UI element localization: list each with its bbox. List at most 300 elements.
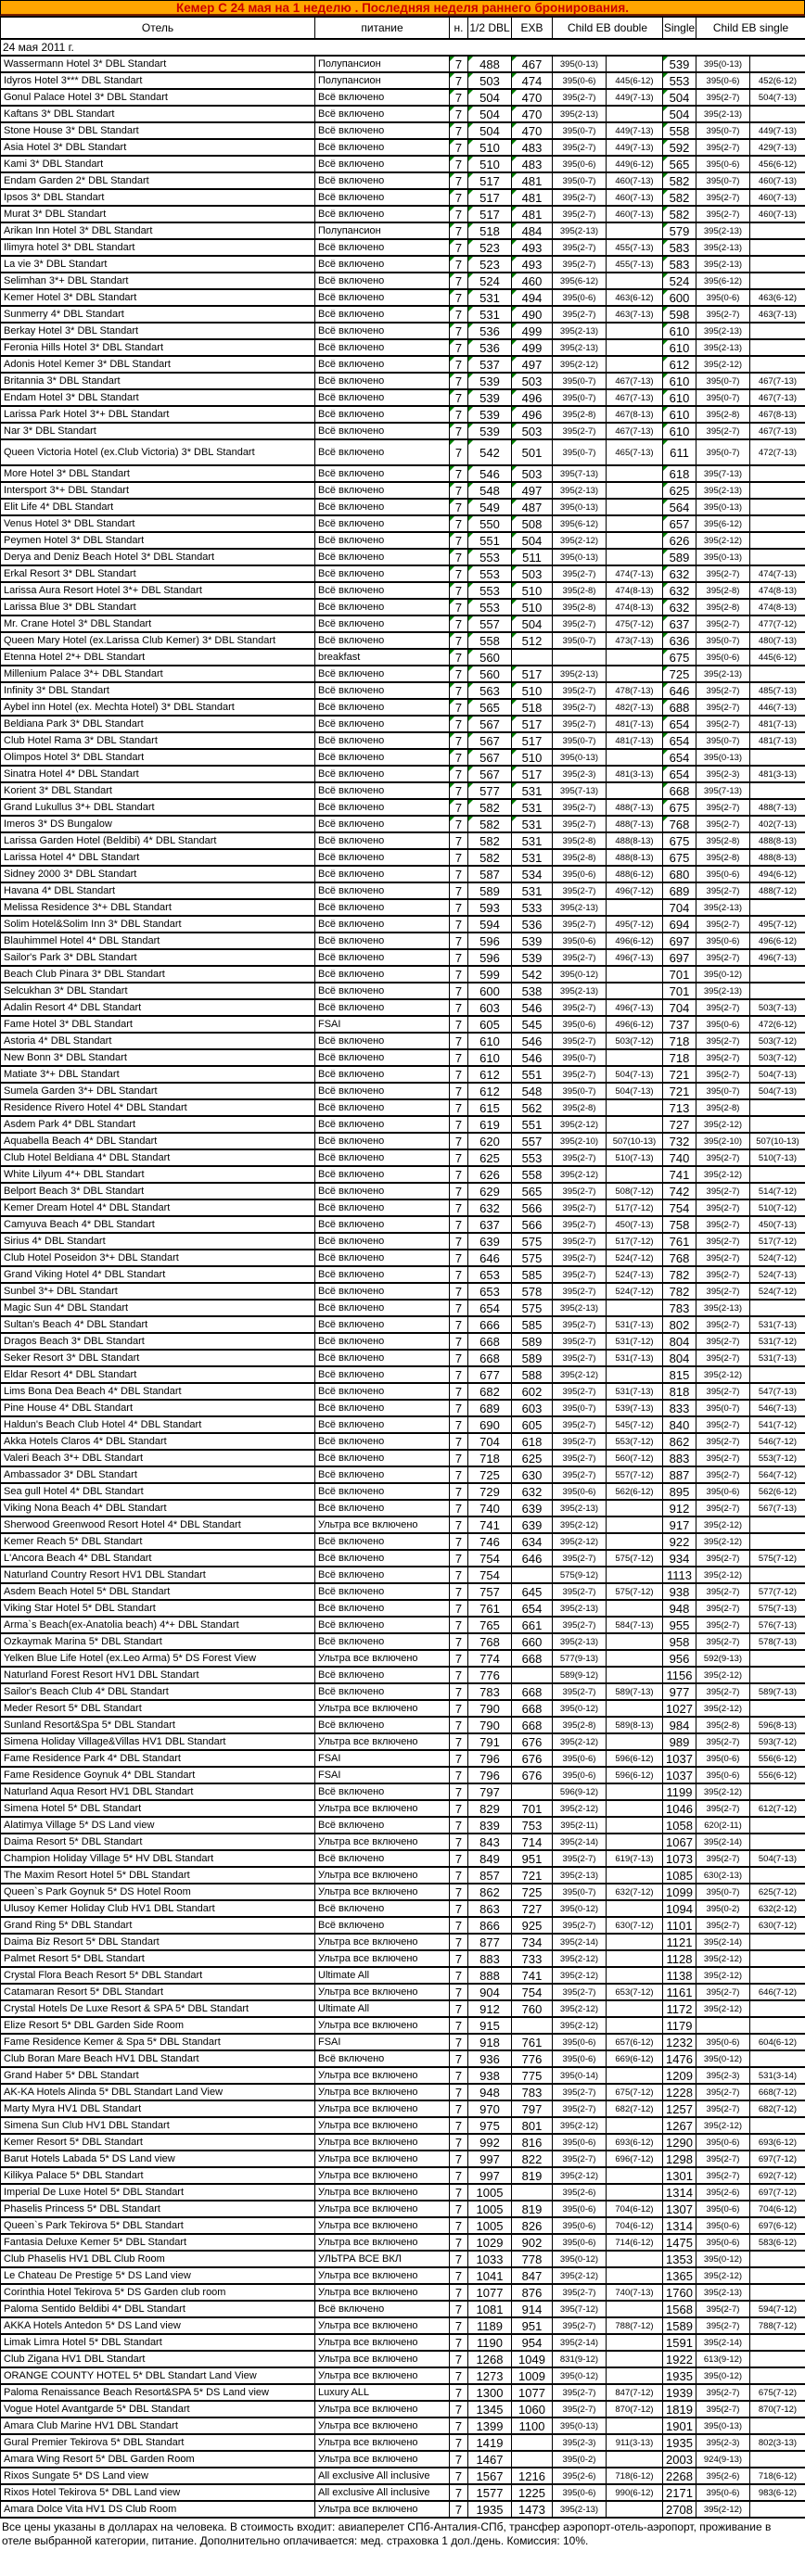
price-half-dbl: 610 (468, 1033, 512, 1049)
price-half-dbl: 849 (468, 1850, 512, 1867)
table-row (1, 1433, 805, 1450)
hotel-name: New Bonn 3* DBL Standart (1, 1049, 315, 1066)
meal-plan: Всё включено (315, 273, 450, 289)
nights: 7 (450, 666, 468, 682)
price-half-dbl: 936 (468, 2050, 512, 2067)
price-exb: 517 (512, 766, 553, 782)
price-single: 917 (663, 1516, 696, 1533)
meal-plan: Всё включено (315, 832, 450, 849)
child-eb-single-late (750, 1667, 805, 1683)
hotel-name: Aybel inn Hotel (ex. Mechta Hotel) 3* DBL Standart (1, 699, 315, 716)
meal-plan: Всё включено (315, 933, 450, 949)
child-eb-double-early: 395(2-6) (553, 2468, 607, 2484)
meal-plan: Всё включено (315, 1033, 450, 1049)
table-row (1, 1300, 805, 1316)
cell-comment-marker-icon (468, 440, 473, 445)
meal-plan: Всё включено (315, 1116, 450, 1133)
child-eb-double-late: 463(6-12) (607, 289, 663, 306)
price-exb: 1473 (512, 2501, 553, 2518)
price-exb: 546 (512, 1033, 553, 1049)
price-half-dbl: 625 (468, 1149, 512, 1166)
child-eb-single-early: 395(2-7) (696, 699, 750, 716)
child-eb-single-late: 625(7-12) (750, 1884, 805, 1900)
price-half-dbl: 549 (468, 499, 512, 515)
child-eb-single-early: 395(2-7) (696, 1233, 750, 1250)
table-row (1, 1116, 805, 1133)
hotel-name: Queen`s Park Goynuk 5* DS Hotel Room (1, 1884, 315, 1900)
meal-plan: Всё включено (315, 849, 450, 866)
price-exb (512, 2017, 553, 2034)
price-single: 654 (663, 732, 696, 749)
price-exb: 603 (512, 1400, 553, 1416)
price-exb: 741 (512, 1967, 553, 1984)
child-eb-double-late: 496(7-13) (607, 999, 663, 1016)
child-eb-double-late (607, 2351, 663, 2367)
price-half-dbl: 577 (468, 782, 512, 799)
hotel-name: Limak Limra Hotel 5* DBL Standart (1, 2334, 315, 2351)
hotel-name: Amara Wing Resort 5* DBL Garden Room (1, 2451, 315, 2468)
child-eb-double-early: 395(2-7) (553, 1199, 607, 1216)
child-eb-single-early: 395(6-12) (696, 515, 750, 532)
cell-comment-marker-icon (468, 550, 473, 554)
price-half-dbl: 863 (468, 1900, 512, 1917)
table-row (1, 1567, 805, 1583)
child-eb-single-early: 395(0-7) (696, 172, 750, 189)
price-single: 1027 (663, 1700, 696, 1717)
cell-comment-marker-icon (663, 533, 668, 538)
child-eb-single-late: 524(7-13) (750, 1266, 805, 1283)
hotel-name: Nar 3* DBL Standart (1, 423, 315, 439)
meal-plan: Всё включено (315, 189, 450, 206)
price-half-dbl: 654 (468, 1300, 512, 1316)
child-eb-single-early: 395(2-7) (696, 2384, 750, 2401)
child-eb-single-late: 697(7-12) (750, 2184, 805, 2201)
child-eb-double-late: 467(8-13) (607, 406, 663, 423)
price-single: 583 (663, 256, 696, 273)
cell-comment-marker-icon (450, 223, 454, 228)
child-eb-double-late: 467(7-13) (607, 423, 663, 439)
child-eb-single-early: 395(2-8) (696, 849, 750, 866)
child-eb-double-late: 657(6-12) (607, 2034, 663, 2050)
child-eb-single-early: 395(0-6) (696, 1767, 750, 1783)
meal-plan: Ультра все включено (315, 2184, 450, 2201)
table-row (1, 1183, 805, 1199)
child-eb-double-early: 395(2-7) (553, 716, 607, 732)
table-row (1, 439, 805, 465)
price-exb: 754 (512, 1984, 553, 2000)
table-row (1, 289, 805, 306)
price-single: 1298 (663, 2151, 696, 2167)
child-eb-double-early: 395(2-12) (553, 356, 607, 373)
price-half-dbl: 790 (468, 1717, 512, 1733)
price-half-dbl: 488 (468, 56, 512, 72)
nights: 7 (450, 1416, 468, 1433)
hotel-name: Adonis Hotel Kemer 3* DBL Standart (1, 356, 315, 373)
cell-comment-marker-icon (663, 324, 668, 328)
nights: 7 (450, 172, 468, 189)
table-row (1, 1533, 805, 1550)
meal-plan: Всё включено (315, 682, 450, 699)
child-eb-double-early: 395(2-7) (553, 1416, 607, 1433)
cell-comment-marker-icon (450, 800, 454, 805)
price-single: 610 (663, 323, 696, 339)
child-eb-single-early: 395(2-8) (696, 1099, 750, 1116)
price-half-dbl: 539 (468, 406, 512, 423)
price-exb: 589 (512, 1333, 553, 1350)
price-half-dbl: 689 (468, 1400, 512, 1416)
price-half-dbl: 668 (468, 1333, 512, 1350)
table-row (1, 2301, 805, 2317)
meal-plan: Ультра все включено (315, 2201, 450, 2217)
child-eb-double-late (607, 2501, 663, 2518)
price-half-dbl: 531 (468, 289, 512, 306)
child-eb-single-early: 395(2-8) (696, 582, 750, 599)
child-eb-double-late (607, 1500, 663, 1516)
price-half-dbl: 1189 (468, 2317, 512, 2334)
meal-plan: Ультра все включено (315, 2117, 450, 2134)
table-row (1, 532, 805, 549)
child-eb-single-late: 802(3-13) (750, 2434, 805, 2451)
price-single: 1301 (663, 2167, 696, 2184)
child-eb-double-early: 395(2-7) (553, 2384, 607, 2401)
child-eb-single-early: 395(2-12) (696, 2267, 750, 2284)
table-row (1, 2017, 805, 2034)
cell-comment-marker-icon (663, 600, 668, 604)
cell-comment-marker-icon (450, 257, 454, 261)
child-eb-double-late (607, 222, 663, 239)
child-eb-double-late (607, 1166, 663, 1183)
child-eb-single-early: 395(0-13) (696, 2417, 750, 2434)
cell-comment-marker-icon (450, 500, 454, 504)
meal-plan: Всё включено (315, 1567, 450, 1583)
table-row (1, 2100, 805, 2117)
meal-plan: Всё включено (315, 373, 450, 389)
price-half-dbl: 796 (468, 1767, 512, 1783)
price-half-dbl: 596 (468, 933, 512, 949)
cell-comment-marker-icon (468, 190, 473, 195)
meal-plan: Всё включено (315, 1283, 450, 1300)
child-eb-double-late: 740(7-13) (607, 2284, 663, 2301)
price-exb: 1060 (512, 2401, 553, 2417)
price-single: 610 (663, 406, 696, 423)
price-single: 1073 (663, 1850, 696, 1867)
child-eb-single-early: 395(2-7) (696, 1316, 750, 1333)
hotel-name: Selcukhan 3* DBL Standart (1, 983, 315, 999)
nights: 7 (450, 966, 468, 983)
child-eb-single-early: 395(0-7) (696, 1400, 750, 1416)
meal-plan: Всё включено (315, 1350, 450, 1366)
price-exb: 531 (512, 832, 553, 849)
price-half-dbl: 504 (468, 89, 512, 106)
child-eb-single-late: 583(6-12) (750, 2234, 805, 2251)
meal-plan: Всё включено (315, 1500, 450, 1516)
price-half-dbl: 596 (468, 949, 512, 966)
cell-comment-marker-icon (450, 650, 454, 654)
price-exb: 1100 (512, 2417, 553, 2434)
child-eb-double-late (607, 666, 663, 682)
cell-comment-marker-icon (468, 783, 473, 788)
child-eb-double-early: 395(2-12) (553, 2000, 607, 2017)
child-eb-single-early: 395(0-7) (696, 122, 750, 139)
price-single: 565 (663, 156, 696, 172)
price-single: 689 (663, 882, 696, 899)
child-eb-double-late: 474(7-13) (607, 565, 663, 582)
meal-plan: Ультра все включено (315, 2317, 450, 2334)
price-single: 610 (663, 389, 696, 406)
child-eb-single-early: 620(2-11) (696, 1817, 750, 1834)
hotel-name: Kilikya Palace 5* DBL Standart (1, 2167, 315, 2184)
table-row (1, 323, 805, 339)
price-single: 1819 (663, 2401, 696, 2417)
price-exb: 467 (512, 56, 553, 72)
child-eb-double-late (607, 1967, 663, 1984)
child-eb-double-early: 395(2-7) (553, 682, 607, 699)
cell-comment-marker-icon (512, 750, 517, 755)
nights: 7 (450, 849, 468, 866)
child-eb-single-late (750, 339, 805, 356)
cell-comment-marker-icon (663, 140, 668, 145)
child-eb-double-late: 704(6-12) (607, 2217, 663, 2234)
child-eb-single-early: 395(2-6) (696, 2468, 750, 2484)
price-single: 1099 (663, 1884, 696, 1900)
cell-comment-marker-icon (450, 57, 454, 61)
child-eb-double-early: 395(2-13) (553, 666, 607, 682)
price-exb: 517 (512, 666, 553, 682)
nights: 7 (450, 1817, 468, 1834)
hotel-name: Amara Dolce Vita HV1 DS Club Room (1, 2501, 315, 2518)
hotel-name: Grand Ring 5* DBL Standart (1, 1917, 315, 1934)
child-eb-single-early: 395(0-13) (696, 549, 750, 565)
hotel-name: Palmet Resort 5* DBL Standart (1, 1950, 315, 1967)
child-eb-single-late: 467(7-13) (750, 389, 805, 406)
child-eb-single-late: 697(6-12) (750, 2217, 805, 2234)
price-half-dbl: 1077 (468, 2284, 512, 2301)
table-row (1, 649, 805, 666)
price-half-dbl: 768 (468, 1633, 512, 1650)
price-half-dbl: 619 (468, 1116, 512, 1133)
child-eb-single-late: 983(6-12) (750, 2484, 805, 2501)
child-eb-single-early: 395(2-7) (696, 682, 750, 699)
price-exb: 499 (512, 339, 553, 356)
price-half-dbl: 504 (468, 106, 512, 122)
price-single: 725 (663, 666, 696, 682)
child-eb-double-late: 455(7-13) (607, 239, 663, 256)
cell-comment-marker-icon (450, 157, 454, 161)
price-exb: 1216 (512, 2468, 553, 2484)
hotel-name: Champion Holiday Village 5* HV DBL Standart (1, 1850, 315, 1867)
child-eb-single-early: 395(2-14) (696, 1934, 750, 1950)
table-row (1, 1466, 805, 1483)
price-exb: 721 (512, 1867, 553, 1884)
nights: 7 (450, 1567, 468, 1583)
child-eb-single-late: 788(7-12) (750, 2317, 805, 2334)
child-eb-double-early: 395(2-7) (553, 916, 607, 933)
cell-comment-marker-icon (468, 750, 473, 755)
price-exb: 490 (512, 306, 553, 323)
meal-plan: Ультра все включено (315, 1800, 450, 1817)
nights: 7 (450, 916, 468, 933)
cell-comment-marker-icon (512, 273, 517, 278)
table-row (1, 1550, 805, 1567)
cell-comment-marker-icon (663, 683, 668, 688)
child-eb-double-early: 395(2-7) (553, 949, 607, 966)
child-eb-single-early: 395(0-12) (696, 2251, 750, 2267)
hotel-name: Berkay Hotel 3* DBL Standart (1, 323, 315, 339)
nights: 7 (450, 1633, 468, 1650)
child-eb-double-late (607, 1834, 663, 1850)
price-half-dbl: 740 (468, 1500, 512, 1516)
child-eb-double-late (607, 749, 663, 766)
child-eb-double-early: 577(9-13) (553, 1650, 607, 1667)
child-eb-double-early: 395(0-6) (553, 2217, 607, 2234)
price-single: 895 (663, 1483, 696, 1500)
price-half-dbl: 531 (468, 306, 512, 323)
cell-comment-marker-icon (663, 440, 668, 445)
child-eb-double-late (607, 549, 663, 565)
child-eb-single-early: 395(2-7) (696, 916, 750, 933)
nights: 7 (450, 1083, 468, 1099)
hotel-name: ORANGE COUNTY HOTEL 5* DBL Standart Land View (1, 2367, 315, 2384)
child-eb-double-early: 395(2-7) (553, 1149, 607, 1166)
price-exb: 542 (512, 966, 553, 983)
hotel-name: Sea gull Hotel 4* DBL Standart (1, 1483, 315, 1500)
price-half-dbl: 603 (468, 999, 512, 1016)
footer-line-1: Все цены указаны в долларах на человека. В стоимость входит: авиаперелет СПб-Анталия-СПб, трансфер аэропорт-отель-аэропорт, проживание в (2, 2520, 772, 2533)
child-eb-single-early: 395(2-7) (696, 2167, 750, 2184)
child-eb-single-late: 531(7-13) (750, 1350, 805, 1366)
child-eb-single-early: 395(2-7) (696, 306, 750, 323)
cell-comment-marker-icon (450, 340, 454, 345)
table-row (1, 2067, 805, 2084)
price-exb: 501 (512, 439, 553, 465)
cell-comment-marker-icon (450, 466, 454, 471)
cell-comment-marker-icon (663, 73, 668, 78)
meal-plan: Ультра все включено (315, 2067, 450, 2084)
child-eb-single-early: 395(2-12) (696, 1667, 750, 1683)
meal-plan: Всё включено (315, 156, 450, 172)
child-eb-double-late: 596(6-12) (607, 1750, 663, 1767)
nights: 7 (450, 732, 468, 749)
child-eb-double-late (607, 1867, 663, 1884)
nights: 7 (450, 1366, 468, 1383)
child-eb-single-late (750, 2367, 805, 2384)
price-half-dbl: 948 (468, 2084, 512, 2100)
price-half-dbl: 563 (468, 682, 512, 699)
table-row (1, 1133, 805, 1149)
price-single: 1760 (663, 2284, 696, 2301)
meal-plan: Всё включено (315, 1483, 450, 1500)
price-half-dbl: 938 (468, 2067, 512, 2084)
nights: 7 (450, 1783, 468, 1800)
price-half-dbl: 866 (468, 1917, 512, 1934)
price-exb: 493 (512, 239, 553, 256)
nights: 7 (450, 1033, 468, 1049)
nights: 7 (450, 373, 468, 389)
price-single: 1067 (663, 1834, 696, 1850)
cell-comment-marker-icon (468, 123, 473, 128)
table-row (1, 599, 805, 615)
child-eb-single-early: 395(2-3) (696, 766, 750, 782)
table-row (1, 465, 805, 482)
child-eb-single-late: 553(7-12) (750, 1450, 805, 1466)
child-eb-double-late: 696(7-12) (607, 2151, 663, 2167)
child-eb-double-early: 395(2-13) (553, 482, 607, 499)
meal-plan: Всё включено (315, 1617, 450, 1633)
child-eb-single-early: 395(2-7) (696, 999, 750, 1016)
price-exb: 954 (512, 2334, 553, 2351)
nights: 7 (450, 1099, 468, 1116)
child-eb-double-late (607, 339, 663, 356)
child-eb-double-late (607, 2067, 663, 2084)
meal-plan: Всё включено (315, 106, 450, 122)
child-eb-single-late: 488(8-13) (750, 832, 805, 849)
price-single: 1307 (663, 2201, 696, 2217)
child-eb-single-early: 395(0-6) (696, 649, 750, 666)
hotel-name: Fame Residence Goynuk 4* DBL Standart (1, 1767, 315, 1783)
price-single: 598 (663, 306, 696, 323)
price-half-dbl: 539 (468, 389, 512, 406)
cell-comment-marker-icon (450, 73, 454, 78)
price-single: 934 (663, 1550, 696, 1567)
child-eb-single-early: 395(2-13) (696, 666, 750, 682)
child-eb-single-late: 594(7-12) (750, 2301, 805, 2317)
meal-plan: Всё включено (315, 565, 450, 582)
meal-plan: Ультра все включено (315, 1834, 450, 1850)
price-exb: 585 (512, 1316, 553, 1333)
meal-plan: Всё включено (315, 549, 450, 565)
hotel-name: Camyuva Beach 4* DBL Standart (1, 1216, 315, 1233)
child-eb-single-early: 395(2-7) (696, 1066, 750, 1083)
child-eb-double-early: 395(0-13) (553, 749, 607, 766)
cell-comment-marker-icon (450, 374, 454, 378)
nights: 7 (450, 1700, 468, 1717)
table-row (1, 2117, 805, 2134)
child-eb-double-early: 395(2-7) (553, 816, 607, 832)
price-exb: 545 (512, 1016, 553, 1033)
cell-comment-marker-icon (512, 257, 517, 261)
child-eb-double-late: 524(7-13) (607, 1266, 663, 1283)
nights: 7 (450, 1750, 468, 1767)
cell-comment-marker-icon (468, 90, 473, 95)
price-exb: 503 (512, 465, 553, 482)
price-exb: 646 (512, 1550, 553, 1567)
nights: 7 (450, 682, 468, 699)
child-eb-single-early: 395(2-7) (696, 1049, 750, 1066)
cell-comment-marker-icon (468, 817, 473, 821)
meal-plan: Ультра все включено (315, 2451, 450, 2468)
col-header-nights: н. (450, 17, 468, 39)
price-exb: 534 (512, 866, 553, 882)
child-eb-double-late: 488(7-13) (607, 799, 663, 816)
price-exb: 481 (512, 206, 553, 222)
price-half-dbl: 653 (468, 1283, 512, 1300)
hotel-name: Club Phaselis HV1 DBL Club Room (1, 2251, 315, 2267)
price-exb: 562 (512, 1099, 553, 1116)
nights: 7 (450, 1049, 468, 1066)
table-row (1, 2401, 805, 2417)
price-single: 802 (663, 1316, 696, 1333)
nights: 7 (450, 2267, 468, 2284)
child-eb-single-late (750, 2000, 805, 2017)
child-eb-single-late (750, 1834, 805, 1850)
table-row (1, 356, 805, 373)
price-single: 1267 (663, 2117, 696, 2134)
hotel-name: Club Hotel Beldiana 4* DBL Standart (1, 1149, 315, 1166)
child-eb-single-early: 395(2-13) (696, 2284, 750, 2301)
price-half-dbl: 582 (468, 832, 512, 849)
child-eb-double-early: 395(2-12) (553, 1533, 607, 1550)
table-row (1, 832, 805, 849)
